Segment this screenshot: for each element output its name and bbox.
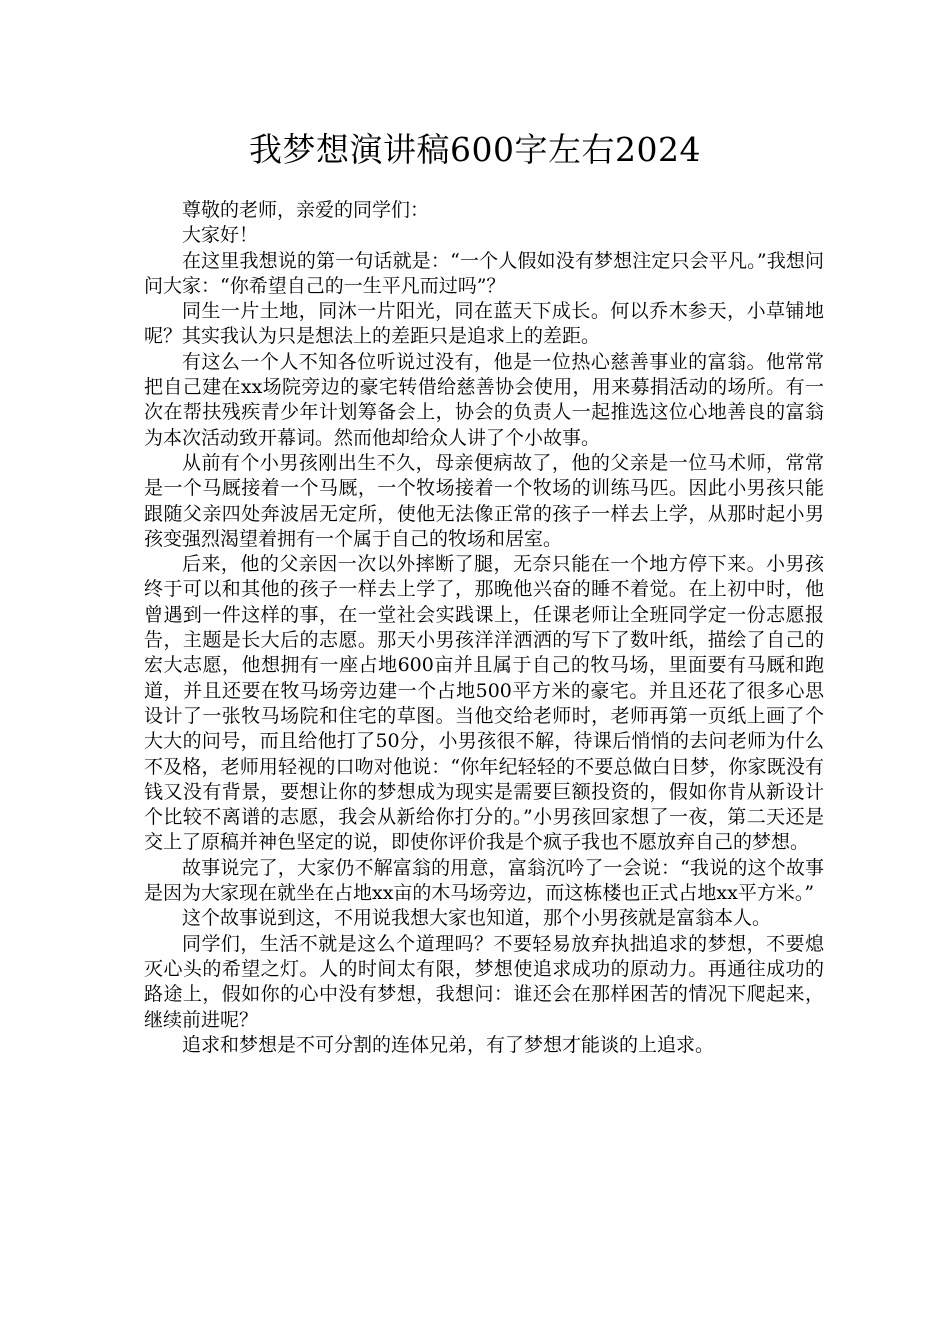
greeting: 大家好！ (182, 224, 259, 247)
paragraph: 同生一片土地，同沐一片阳光，同在蓝天下成长。何以乔木参天，小草铺地呢？其实我认为只是想法上的差距只是追求上的差距。 (144, 300, 824, 348)
document-body (144, 198, 824, 1058)
paragraph: 同学们，生活不就是这么个道理吗？不要轻易放弃执拙追求的梦想，不要熄灭心头的希望之灯。人的时间太有限，梦想使追求成功的原动力。再通往成功的路途上，假如你的心中没有梦想，我想问：谁还会在那样困苦的情况下爬起来，继续前进呢？ (144, 932, 824, 1031)
paragraph: 追求和梦想是不可分割的连体兄弟，有了梦想才能谈的上追求。 (182, 1033, 715, 1056)
paragraph: 故事说完了，大家仍不解富翁的用意，富翁沉吟了一会说：“我说的这个故事是因为大家现在就坐在占地xx亩的木马场旁边，而这栋楼也正式占地xx平方米。” (144, 856, 824, 905)
paragraph: 后来，他的父亲因一次以外摔断了腿，无奈只能在一个地方停下来。小男孩终于可以和其他的孩子一样去上学了，那晚他兴奋的睡不着觉。在上初中时，他曾遇到一件这样的事，在一堂社会实践课上，任课老师让全班同学定一份志愿报告，主题是长大后的志愿。那天小男孩洋洋洒洒的写下了数叶纸，描绘了自己的宏大志愿，他想拥有一座占地600亩并且属于自己的牧马场，里面要有马厩和跑道，并且还要在牧马场旁边建一个占地500平方米的豪宅。并且还花了很多心思设计了一张牧马场院和住宅的草图。当他交给老师时，老师再第一页纸上画了个大大的问号，而且给他打了50分，小男孩很不解，待课后悄悄的去问老师为什么不及格，老师用轻视的口吻对他说：“你年纪轻轻的不要总做白日梦，你家既没有钱又没有背景，要想让你的梦想成为现实是需要巨额投资的，假如你肯从新设计个比较不离谱的志愿，我会从新给你打分的。”小男孩回家想了一夜，第二天还是交上了原稿并神色坚定的说，即使你评价我是个疯子我也不愿放弃自己的梦想。 (144, 553, 824, 854)
document-title: 我梦想演讲稿600字左右2024 (249, 130, 701, 169)
paragraph: 有这么一个人不知各位听说过没有，他是一位热心慈善事业的富翁。他常常把自己建在xx场院旁边的豪宅转借给慈善协会使用，用来募捐活动的场所。有一次在帮扶残疾青少年计划筹备会上，协会的负责人一起推选这位心地善良的富翁为本次活动致开幕词。然而他却给众人讲了个小故事。 (144, 350, 824, 449)
paragraph: 从前有个小男孩刚出生不久，母亲便病故了，他的父亲是一位马术师，常常是一个马厩接着一个马厩，一个牧场接着一个牧场的训练马匹。因此小男孩只能跟随父亲四处奔波居无定所，使他无法像正常的孩子一样去上学，从那时起小男孩变强烈渴望着拥有一个属于自己的牧场和居室。 (144, 451, 824, 550)
paragraph: 这个故事说到这，不用说我想大家也知道，那个小男孩就是富翁本人。 (182, 907, 772, 930)
paragraph: 在这里我想说的第一句话就是：“一个人假如没有梦想注定只会平凡。”我想问问大家：“你希望自己的一生平凡而过吗”？ (144, 249, 824, 297)
salutation: 尊敬的老师，亲爱的同学们： (182, 199, 430, 221)
